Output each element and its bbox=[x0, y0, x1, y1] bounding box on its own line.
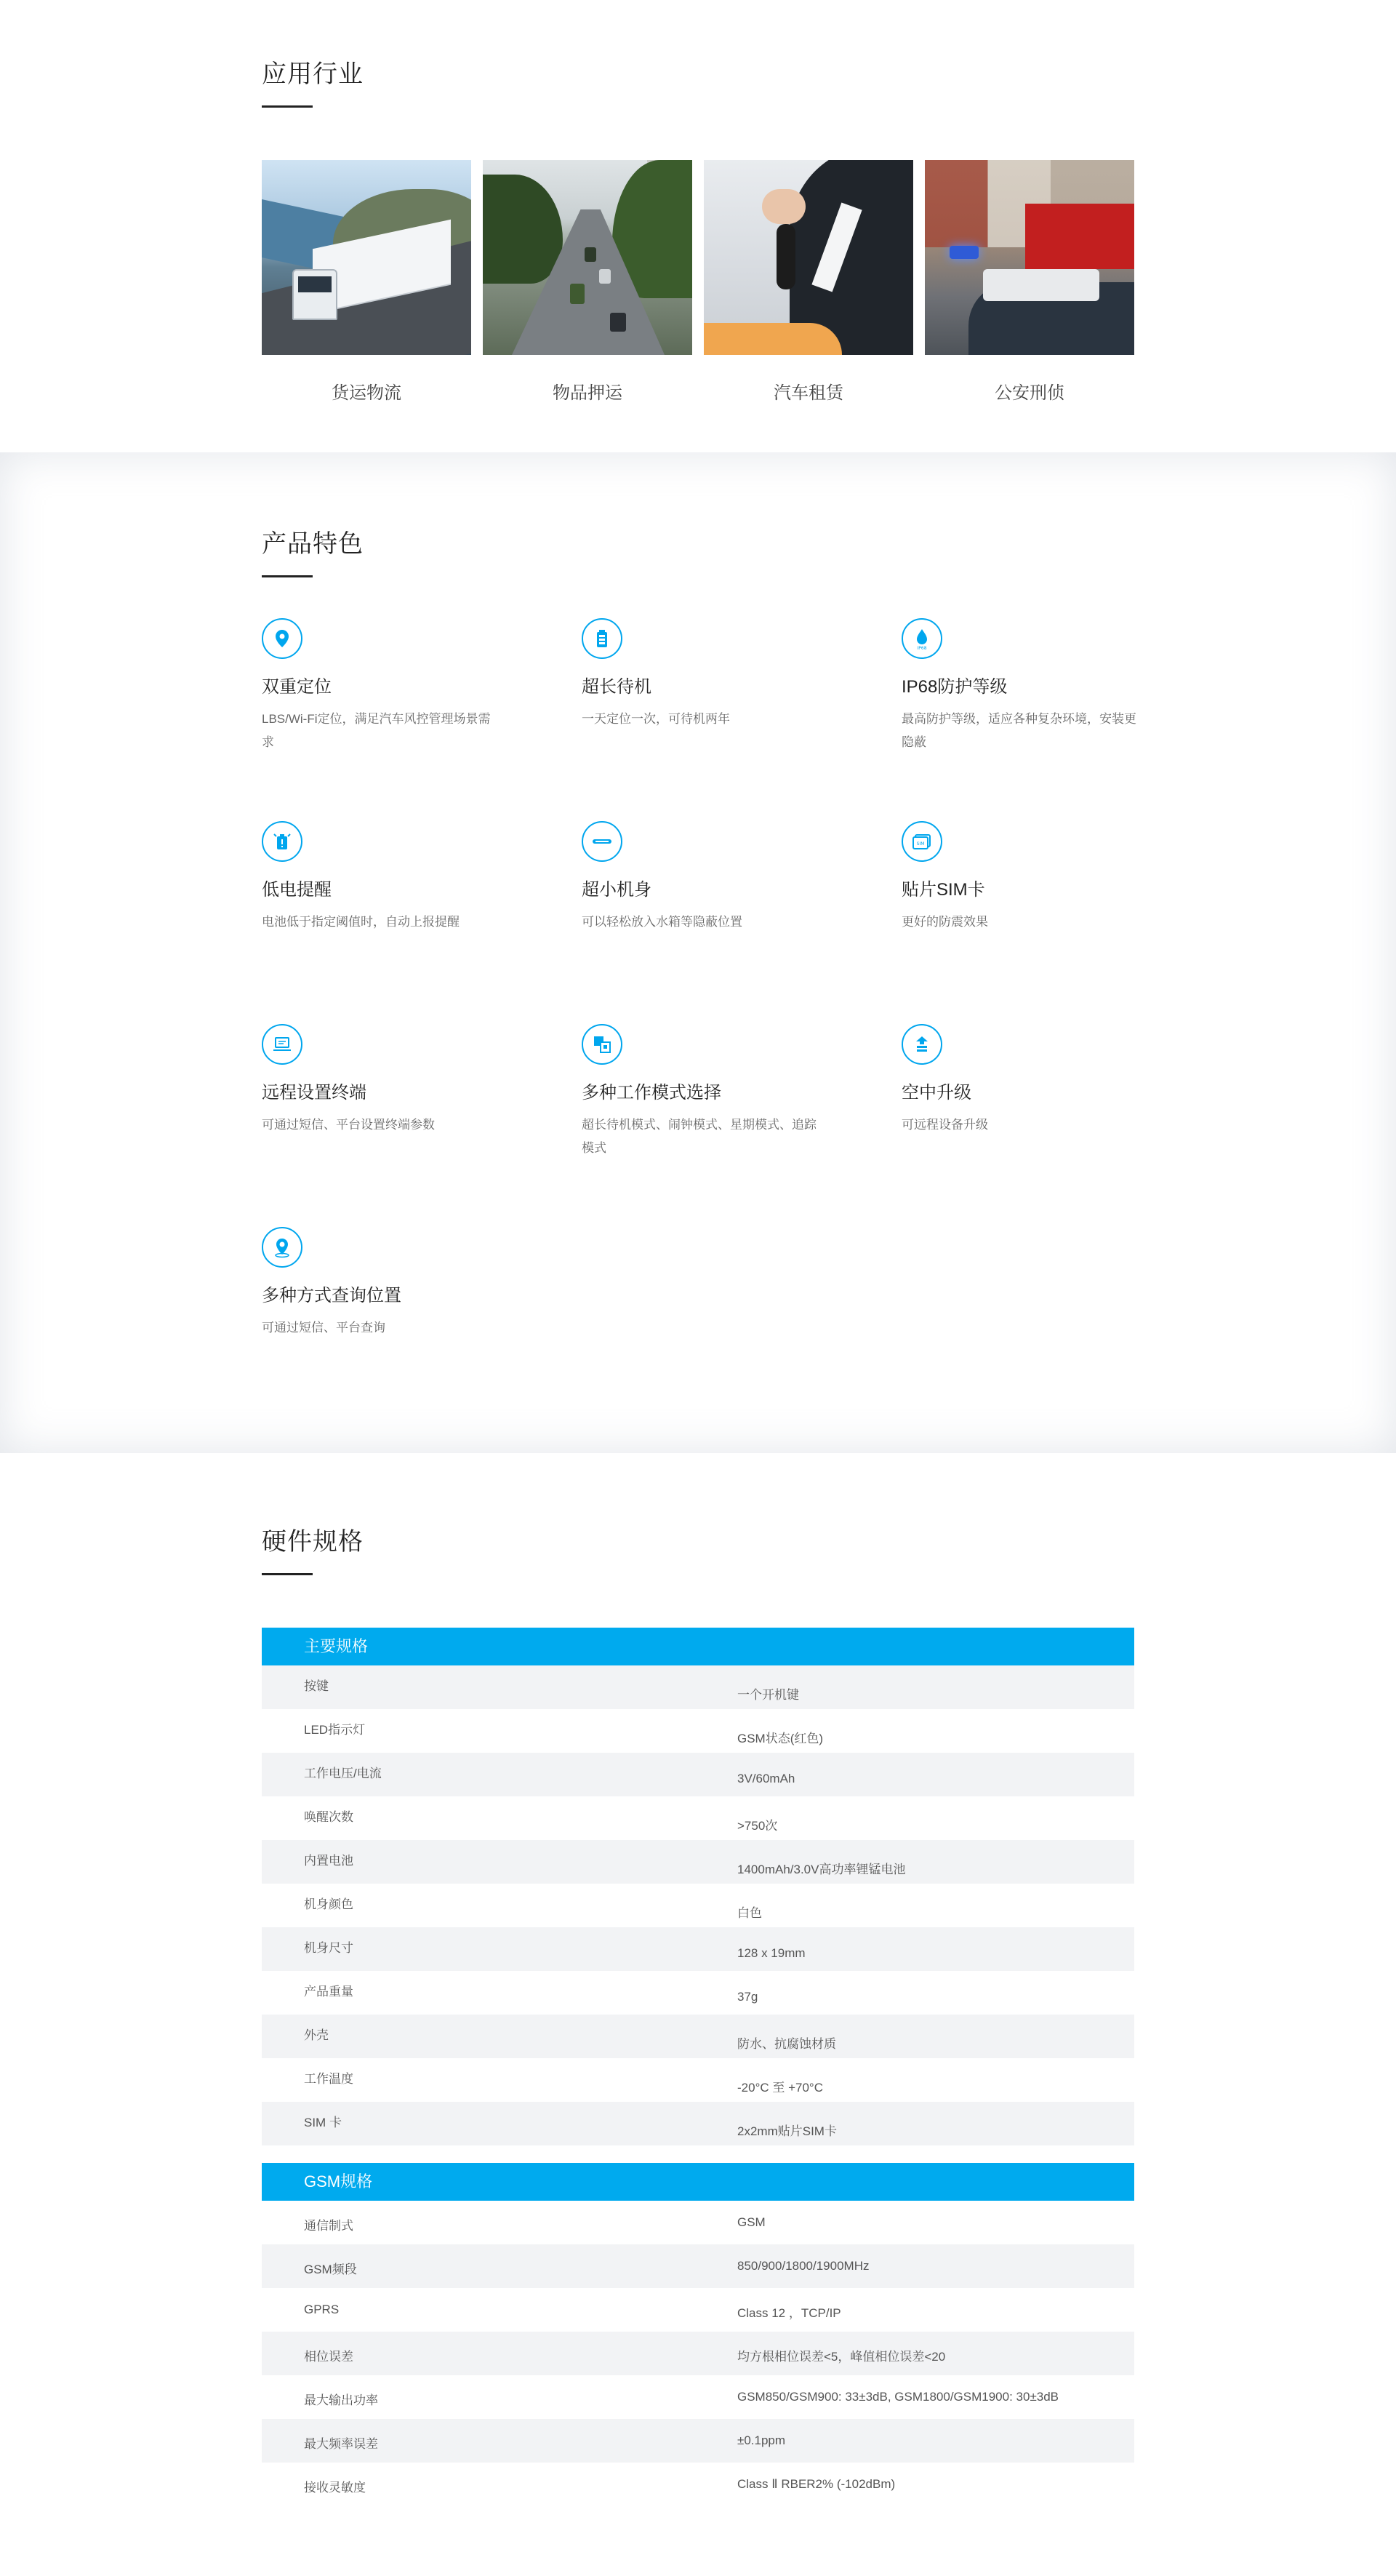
spec-value: 均方根相位误差<5，峰值相位误差<20 bbox=[737, 2350, 946, 2364]
query-location-icon bbox=[262, 1227, 302, 1268]
spec-name: LED指示灯 bbox=[304, 1723, 366, 1737]
spec-name: GPRS bbox=[304, 2303, 340, 2316]
table-row bbox=[262, 1971, 1134, 2015]
feature-compact-body bbox=[582, 821, 902, 1024]
spec-name: 工作电压/电流 bbox=[304, 1767, 382, 1780]
spec-name: 外壳 bbox=[304, 2028, 329, 2042]
feature-title: 双重定位 bbox=[262, 677, 332, 697]
feature-desc: 一天定位一次，可待机两年 bbox=[582, 712, 730, 726]
spec-value: >750次 bbox=[737, 1819, 778, 1833]
car-key-photo bbox=[704, 160, 913, 355]
spec-value: 2x2mm贴片SIM卡 bbox=[737, 2124, 837, 2138]
feature-long-standby bbox=[582, 618, 902, 821]
low-battery-alarm-icon bbox=[262, 821, 302, 862]
spec-value: GSM850/GSM900: 33±3dB, GSM1800/GSM1900: 30±3dB bbox=[737, 2390, 1059, 2404]
table-row bbox=[262, 2332, 1134, 2375]
remote-terminal-icon bbox=[262, 1024, 302, 1065]
sim-card-icon bbox=[902, 821, 942, 862]
table-row bbox=[262, 2419, 1134, 2463]
feature-remote-setup bbox=[262, 1024, 582, 1227]
title-underline bbox=[262, 575, 313, 577]
spec-name: 按键 bbox=[304, 1679, 329, 1693]
spec-value: 850/900/1800/1900MHz bbox=[737, 2259, 870, 2273]
spec-name: 工作温度 bbox=[304, 2072, 353, 2086]
spec-name: 相位误差 bbox=[304, 2350, 353, 2364]
industry-section bbox=[0, 0, 1396, 452]
feature-desc: 可通过短信、平台设置终端参数 bbox=[262, 1118, 435, 1132]
feature-sim-chip bbox=[902, 821, 1134, 1024]
feature-desc: 可通过短信、平台查询 bbox=[262, 1321, 385, 1335]
table-row bbox=[262, 1840, 1134, 1884]
title-underline bbox=[262, 1573, 313, 1575]
spec-group-heading: 主要规格 bbox=[262, 1628, 1134, 1665]
spec-value: GSM bbox=[737, 2215, 766, 2229]
features-title: 产品特色 bbox=[262, 530, 364, 558]
spec-name: 最大频率误差 bbox=[304, 2437, 378, 2451]
spec-name: 接收灵敏度 bbox=[304, 2481, 366, 2495]
location-pin-icon bbox=[262, 618, 302, 659]
table-row bbox=[262, 2375, 1134, 2419]
spec-value: ±0.1ppm bbox=[737, 2433, 786, 2447]
spec-group-heading: GSM规格 bbox=[262, 2163, 1134, 2201]
spec-name: 通信制式 bbox=[304, 2219, 353, 2233]
work-mode-icon bbox=[582, 1024, 622, 1065]
spec-name: 产品重量 bbox=[304, 1985, 353, 1999]
table-row bbox=[262, 2244, 1134, 2288]
police-car-photo bbox=[925, 160, 1134, 355]
feature-title: 远程设置终端 bbox=[262, 1083, 366, 1103]
table-row bbox=[262, 2201, 1134, 2244]
spec-value: 白色 bbox=[737, 1906, 762, 1920]
industry-card-car-rental[interactable] bbox=[704, 160, 913, 404]
industry-name: 物品押运 bbox=[553, 383, 622, 403]
spec-name: 最大输出功率 bbox=[304, 2393, 378, 2407]
spec-value: 1400mAh/3.0V高功率锂锰电池 bbox=[737, 1863, 906, 1876]
spec-value: 一个开机键 bbox=[737, 1688, 799, 1702]
industry-title: 应用行业 bbox=[262, 60, 364, 88]
spec-value: -20°C 至 +70°C bbox=[737, 2081, 824, 2095]
feature-query-location bbox=[262, 1227, 582, 1430]
industry-name: 公安刑侦 bbox=[995, 383, 1064, 403]
specs-title: 硬件规格 bbox=[262, 1528, 364, 1556]
table-row bbox=[262, 1796, 1134, 1840]
feature-title: 多种方式查询位置 bbox=[262, 1286, 401, 1305]
table-row bbox=[262, 1709, 1134, 1753]
feature-desc: 电池低于指定阈值时，自动上报提醒 bbox=[262, 915, 460, 929]
spec-value: 128 x 19mm bbox=[737, 1946, 806, 1960]
table-row bbox=[262, 1927, 1134, 1971]
spec-table bbox=[262, 1628, 1134, 2506]
spec-value: 37g bbox=[737, 1990, 758, 2004]
spec-value: 3V/60mAh bbox=[737, 1772, 795, 1785]
table-row bbox=[262, 1753, 1134, 1796]
feature-dual-positioning bbox=[262, 618, 582, 821]
ota-upgrade-icon bbox=[902, 1024, 942, 1065]
feature-low-battery bbox=[262, 821, 582, 1024]
feature-title: 贴片SIM卡 bbox=[902, 880, 985, 900]
truck-photo bbox=[262, 160, 471, 355]
spec-name: 唤醒次数 bbox=[304, 1810, 353, 1824]
feature-title: IP68防护等级 bbox=[902, 677, 1008, 697]
highway-photo bbox=[483, 160, 692, 355]
table-row bbox=[262, 2463, 1134, 2506]
table-row bbox=[262, 2058, 1134, 2102]
feature-desc: 超长待机模式、闹钟模式、星期模式、追踪模式 bbox=[582, 1118, 817, 1155]
feature-title: 超小机身 bbox=[582, 880, 651, 900]
spec-value: Class 12 ，TCP/IP bbox=[737, 2306, 841, 2320]
spec-group-main bbox=[262, 1628, 1134, 2145]
feature-desc: 可远程设备升级 bbox=[902, 1118, 988, 1132]
spec-name: 机身颜色 bbox=[304, 1897, 353, 1911]
feature-title: 空中升级 bbox=[902, 1083, 971, 1103]
table-row bbox=[262, 2015, 1134, 2058]
feature-title: 多种工作模式选择 bbox=[582, 1083, 721, 1103]
water-drop-ip68-icon bbox=[902, 618, 942, 659]
table-row bbox=[262, 1665, 1134, 1709]
feature-work-modes bbox=[582, 1024, 902, 1227]
feature-title: 低电提醒 bbox=[262, 880, 332, 900]
feature-desc: 更好的防震效果 bbox=[902, 915, 988, 929]
spec-value: Class Ⅱ RBER2% (-102dBm) bbox=[737, 2477, 896, 2491]
industry-card-logistics[interactable] bbox=[262, 160, 471, 404]
table-row bbox=[262, 2102, 1134, 2145]
spec-name: 内置电池 bbox=[304, 1854, 353, 1868]
spec-name: SIM 卡 bbox=[304, 2116, 342, 2129]
spec-group-gsm bbox=[262, 2163, 1134, 2506]
industry-card-escort[interactable] bbox=[483, 160, 692, 404]
slim-device-icon bbox=[582, 821, 622, 862]
svg-text:SIM: SIM bbox=[916, 841, 925, 847]
specs-section bbox=[0, 1453, 1396, 2506]
feature-desc: LBS/Wi-Fi定位，满足汽车风控管理场景需求 bbox=[262, 712, 491, 749]
industry-name: 汽车租赁 bbox=[774, 383, 843, 403]
feature-ota-upgrade bbox=[902, 1024, 1134, 1227]
feature-ip68 bbox=[902, 618, 1134, 821]
title-underline bbox=[262, 105, 313, 108]
feature-grid bbox=[262, 618, 1134, 1430]
battery-icon bbox=[582, 618, 622, 659]
industry-grid bbox=[262, 160, 1134, 404]
svg-text:IP68: IP68 bbox=[917, 646, 927, 650]
table-row bbox=[262, 1884, 1134, 1927]
features-section bbox=[0, 452, 1396, 1453]
table-row bbox=[262, 2288, 1134, 2332]
feature-desc: 最高防护等级，适应各种复杂环境，安装更隐蔽 bbox=[902, 712, 1136, 749]
industry-name: 货运物流 bbox=[332, 383, 401, 403]
feature-title: 超长待机 bbox=[582, 677, 651, 697]
spec-value: 防水、抗腐蚀材质 bbox=[737, 2037, 836, 2051]
feature-desc: 可以轻松放入水箱等隐蔽位置 bbox=[582, 915, 742, 929]
spec-name: GSM频段 bbox=[304, 2263, 357, 2276]
industry-card-police[interactable] bbox=[925, 160, 1134, 404]
spec-name: 机身尺寸 bbox=[304, 1941, 353, 1955]
spec-value: GSM状态(红色) bbox=[737, 1732, 824, 1745]
